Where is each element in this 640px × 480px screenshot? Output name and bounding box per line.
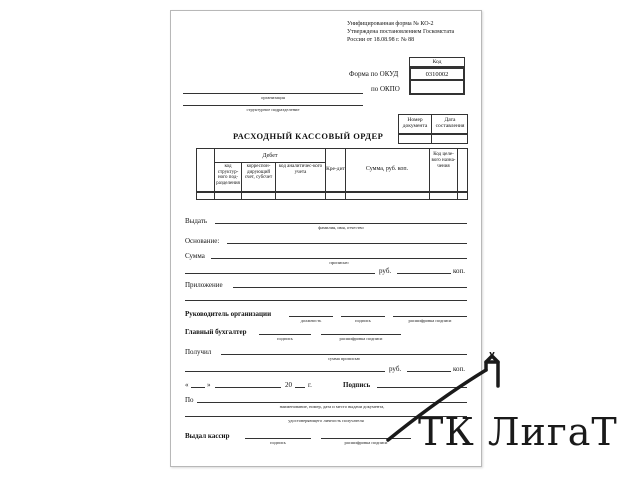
issue-caption: фамилия, имя, отчество — [318, 225, 364, 230]
sign-label: Подпись — [343, 381, 371, 389]
sum-line-2[interactable] — [185, 273, 375, 274]
head-label: Руководитель организации — [185, 310, 272, 318]
chief-signature-caption: подпись — [277, 336, 293, 341]
attachment-label: Приложение — [185, 281, 223, 289]
head-decode-caption: расшифровка подписи — [408, 318, 452, 323]
head-position-line[interactable] — [289, 316, 333, 317]
okpo-cell — [409, 81, 465, 95]
chief-decode-caption: расшифровка подписи — [339, 336, 383, 341]
received-line-2[interactable] — [185, 371, 385, 372]
issue-label: Выдать — [185, 217, 208, 225]
issue-line[interactable] — [215, 223, 467, 224]
date-close-quote: » — [207, 381, 211, 389]
sum-line[interactable] — [211, 258, 467, 259]
code-header-cell — [409, 57, 465, 67]
number-header: Номер документа — [402, 117, 428, 129]
date-open-quote: « — [185, 381, 189, 389]
okud-value: 0310002 — [425, 71, 449, 78]
accounting-table — [196, 148, 468, 200]
cashier-signature-line[interactable] — [245, 438, 311, 439]
okud-label: Форма по ОКУД — [349, 70, 399, 78]
organization-line[interactable] — [183, 93, 363, 94]
number-date-header-line — [399, 133, 467, 135]
okpo-label: по ОКПО — [371, 85, 400, 93]
year-suffix: г. — [308, 381, 312, 389]
approval-line: Утверждена постановлением Госкомстата — [347, 29, 455, 35]
col-sum-header: Сумма, руб. коп. — [365, 166, 409, 172]
rub-label-1: руб. — [379, 267, 392, 275]
date-header: Дата составления — [435, 117, 465, 129]
col-corr-header: корреспон-дирующий счет, субсчет — [244, 164, 273, 180]
col-struct-header: код структур-ного под-разделения — [216, 164, 240, 186]
debit-header: Дебет — [262, 153, 278, 159]
okud-cell — [409, 67, 465, 81]
year-line[interactable] — [295, 387, 305, 388]
table-debit-line — [214, 162, 325, 163]
organization-caption: организация — [261, 95, 285, 100]
cashier-decode-caption: расшифровка подписи — [344, 440, 388, 445]
head-decode-line[interactable] — [393, 316, 467, 317]
col-purpose-header: Код целе-вого назна-чения — [431, 152, 456, 169]
by-caption: наименование, номер, дата и место выдачи документа, — [279, 404, 385, 409]
head-position-caption: должность — [300, 318, 322, 323]
col-credit-header: Кре-дит — [326, 166, 345, 172]
attachment-line-2[interactable] — [185, 300, 467, 301]
table-header-bottom — [197, 191, 467, 193]
date-month-line[interactable] — [215, 387, 281, 388]
kop-line-1[interactable] — [397, 273, 451, 274]
approval-date-line: России от 18.08.98 г. № 88 — [347, 37, 415, 43]
subdivision-caption: структурное подразделение — [246, 107, 300, 112]
cashier-label: Выдал кассир — [185, 432, 230, 440]
received-caption: сумма прописью — [327, 356, 361, 361]
head-signature-caption: подпись — [355, 318, 371, 323]
received-label: Получил — [185, 348, 212, 356]
year-prefix: 20 — [285, 381, 292, 389]
cashier-signature-caption: подпись — [270, 440, 286, 445]
chief-signature-line[interactable] — [259, 334, 311, 335]
attachment-line[interactable] — [233, 287, 467, 288]
sum-caption: прописью — [329, 260, 349, 265]
chief-accountant-label: Главный бухгалтер — [185, 328, 247, 336]
kop-label-2: коп. — [453, 365, 466, 373]
subdivision-line[interactable] — [183, 105, 363, 106]
number-date-divider — [431, 115, 432, 143]
basis-line[interactable] — [227, 243, 467, 244]
by-label: По — [185, 396, 194, 404]
date-day-line[interactable] — [191, 387, 205, 388]
kop-label-1: коп. — [453, 267, 466, 275]
basis-label: Основание: — [185, 237, 220, 245]
watermark-text: ТК ЛигаТ — [418, 410, 618, 454]
code-header-label: Код — [432, 59, 442, 65]
chief-decode-line[interactable] — [321, 334, 401, 335]
head-signature-line[interactable] — [341, 316, 385, 317]
col-analytic-header: код аналитичес-кого учета — [278, 164, 323, 175]
form-number-line: Унифицированная форма № КО-2 — [347, 21, 434, 27]
rub-label-2: руб. — [389, 365, 402, 373]
number-date-box — [398, 114, 468, 144]
document-title: РАСХОДНЫЙ КАССОВЫЙ ОРДЕР — [233, 131, 384, 141]
sum-label: Сумма — [185, 252, 205, 260]
id-caption: удостоверяющего личность получателя — [288, 418, 364, 423]
